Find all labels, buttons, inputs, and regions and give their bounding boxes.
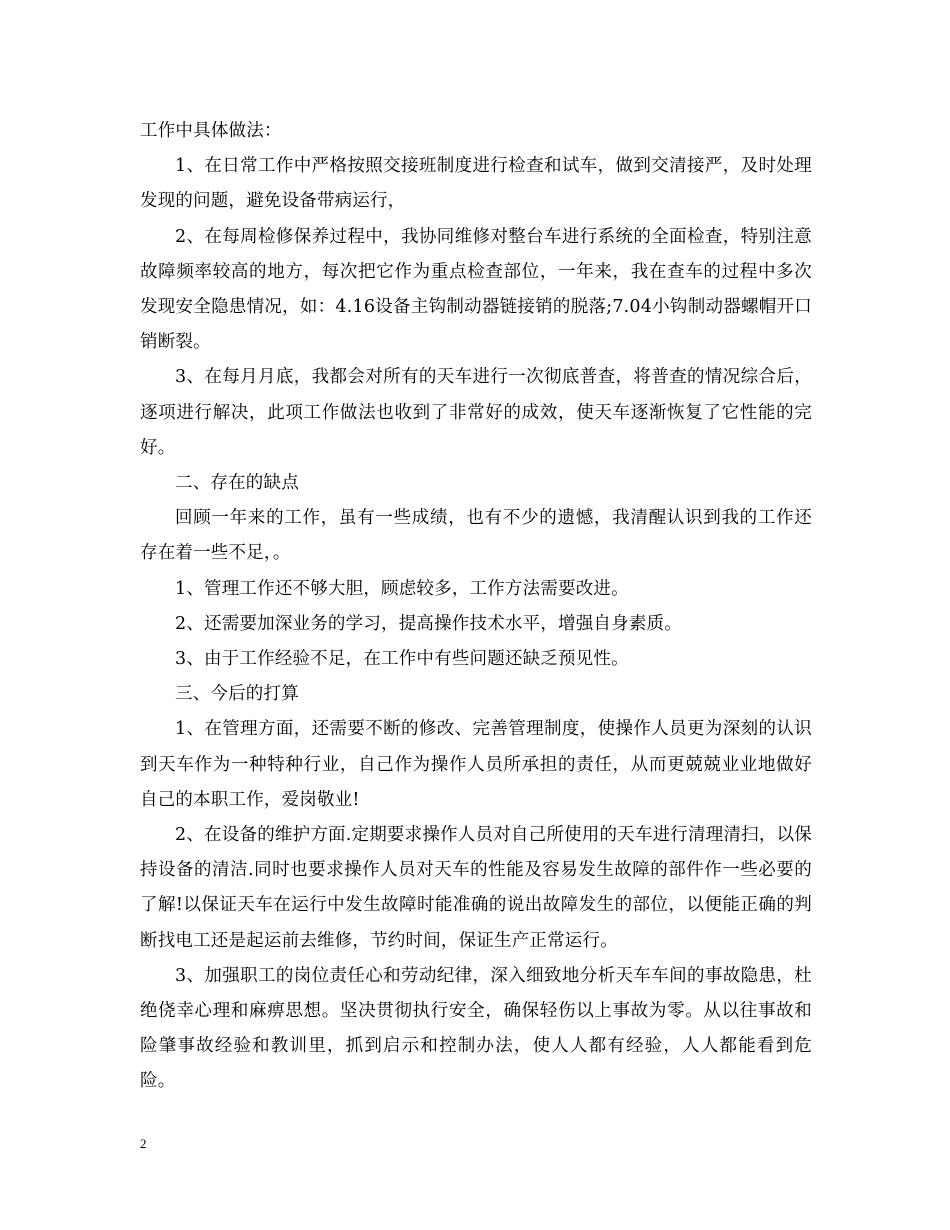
section-heading-shortcomings: 二、存在的缺点	[175, 473, 299, 494]
paragraph-plan-1: 1、在管理方面，还需要不断的修改、完善管理制度，使操作人员更为深刻的认识到天车作为一种特种行业，自己作为操作人员所承担的责任，从而更兢兢业业地做好自己的本职工作，爱岗敬业!	[140, 719, 812, 810]
paragraph-item-2: 2、在每周检修保养过程中，我协同维修对整台车进行系统的全面检查，特别注意故障频率较高的地方，每次把它作为重点检查部位，一年来，我在查车的过程中多次发现安全隐患情况，如：4.16设备主钩制动器链接销的脱落;7.04小钩制动器螺帽开口销断裂。	[140, 226, 812, 353]
paragraph-item-3: 3、在每月月底，我都会对所有的天车进行一次彻底普查，将普查的情况综合后，逐项进行解决，此项工作做法也收到了非常好的成效，使天车逐渐恢复了它性能的完好。	[140, 367, 812, 458]
document-body	[140, 114, 812, 1100]
paragraph-review: 回顾一年来的工作，虽有一些成绩，也有不少的遗憾，我清醒认识到我的工作还存在着一些不足，。	[140, 508, 812, 564]
page-number: 2	[140, 1136, 147, 1151]
paragraph-intro: 工作中具体做法：	[140, 121, 282, 141]
paragraph-item-1: 1、在日常工作中严格按照交接班制度进行检查和试车，做到交清接严，及时处理发现的问题，避免设备带病运行，	[140, 156, 812, 212]
section-heading-plans: 三、今后的打算	[175, 684, 299, 705]
paragraph-shortcoming-1: 1、管理工作还不够大胆，顾虑较多，工作方法需要改进。	[175, 578, 629, 599]
paragraph-plan-2: 2、在设备的维护方面.定期要求操作人员对自己所使用的天车进行清理清扫，以保持设备的清洁.同时也要求操作人员对天车的性能及容易发生故障的部件作一些必要的了解!以保证天车在运行中发生故障时能准确的说出故障发生的部位，以便能正确的判断找电工还是起运前去维修，节约时间，保证生产正常运行。	[140, 825, 812, 951]
paragraph-shortcoming-3: 3、由于工作经验不足，在工作中有些问题还缺乏预见性。	[175, 649, 629, 670]
paragraph-plan-3: 3、加强职工的岗位责任心和劳动纪律，深入细致地分析天车车间的事故隐患，杜绝侥幸心理和麻痹思想。坚决贯彻执行安全，确保轻伤以上事故为零。从以往事故和险肇事故经验和教训里，抓到启示和控制办法，使人人都有经验，人人都能看到危险。	[140, 965, 812, 1092]
paragraph-shortcoming-2: 2、还需要加深业务的学习，提高操作技术水平，增强自身素质。	[175, 613, 682, 634]
